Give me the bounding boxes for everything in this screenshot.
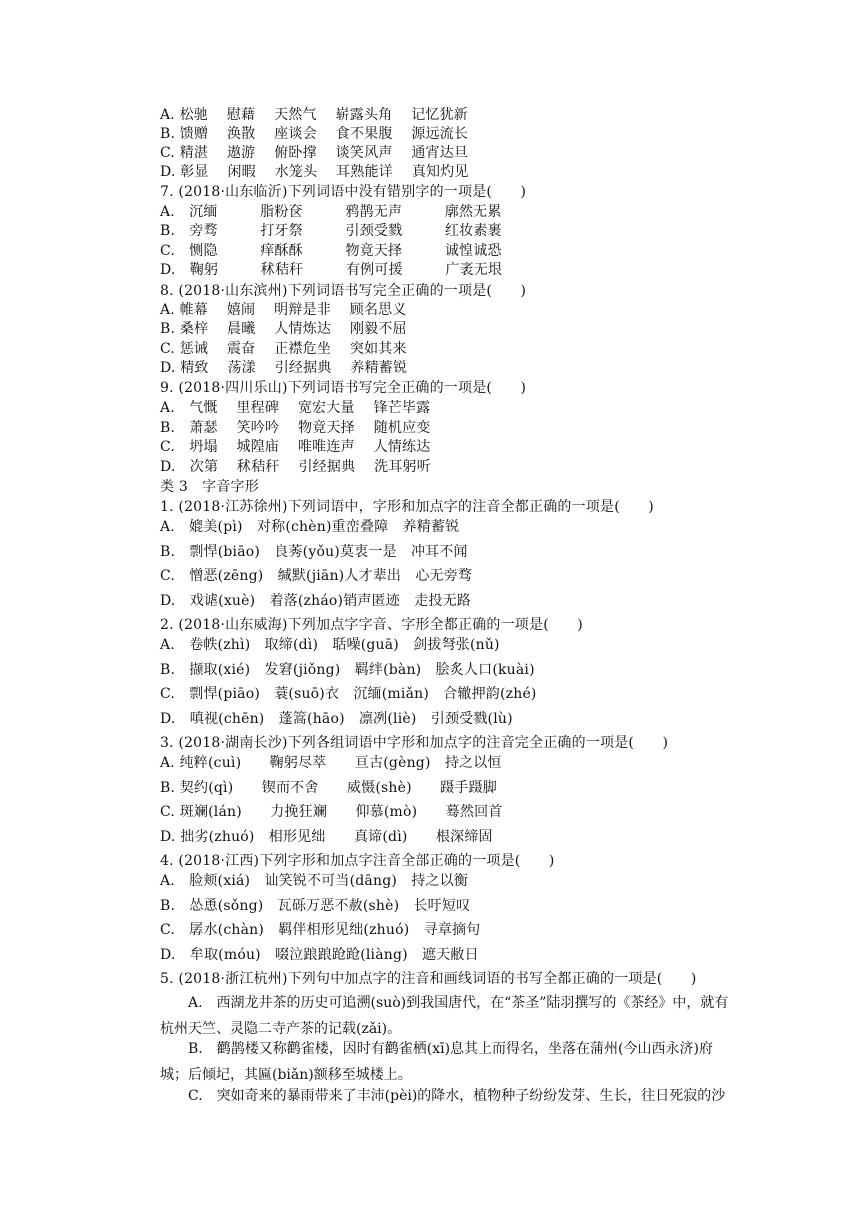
option-line: B. 撷取(xié) 发窘(jiǒng) 羁绊(bàn) 脍炙人口(kuài) — [160, 662, 535, 678]
option-line: A. 脸颊(xiá) 讪笑锐不可当(dāng) 持之以衡 — [160, 873, 469, 889]
option-line: B. 馈赠 涣散 座谈会 食不果腹 源远流长 — [160, 126, 469, 142]
option-line: A. 沉缅 脂粉奁 鸦鹊无声 廓然无累 — [160, 204, 502, 220]
option-line: C. 憎恶(zēng) 缄默(jiān)人才辈出 心无旁骛 — [160, 568, 473, 584]
option-line: D. 鞠躬 秫秸秆 有例可援 广袤无垠 — [160, 262, 503, 278]
question-line: 3. (2018·湖南长沙)下列各组词语中字形和加点字的注音完全正确的一项是( ) — [160, 735, 669, 751]
option-line: B. 桑梓 晨曦 人情炼达 刚毅不屈 — [160, 321, 407, 337]
question-line: 4. (2018·江西)下列字形和加点字注音全部正确的一项是( ) — [160, 853, 555, 869]
question-line: 2. (2018·山东威海)下列加点字字音、字形全都正确的一项是( ) — [160, 617, 583, 633]
option-line: B. 剽悍(biāo) 良莠(yǒu)莫衷一是 冲耳不闻 — [160, 544, 468, 560]
option-line: A. 媲美(pì) 对称(chèn)重峦叠障 养精蓄锐 — [160, 519, 460, 535]
option-line: C. 斑斓(lán) 力挽狂斓 仰慕(mò) 蓦然回首 — [160, 804, 503, 820]
question-line: 7. (2018·山东临沂)下列词语中没有错别字的一项是( ) — [160, 184, 527, 200]
option-line: D. 牟取(móu) 啜泣踉踉跄跄(liàng) 遮天敝日 — [160, 947, 479, 963]
option-line: D. 精致 荡漾 引经据典 养精蓄锐 — [160, 360, 408, 376]
option-line: C. 孱水(chàn) 羁伴相形见绌(zhuó) 寻章摘句 — [160, 922, 481, 938]
option-paragraph: A. 西湖龙井茶的历史可追溯(suò)到我国唐代，在“茶圣”陆羽撰写的《茶经》中，就有杭州天竺、灵隐二寺产茶的记载(zǎi)。 — [160, 995, 729, 1037]
option-line: A. 帷幕 嬉闹 明辩是非 顾名思义 — [160, 302, 407, 318]
question-line: 5. (2018·浙江杭州)下列句中加点字的注音和画线词语的书写全都正确的一项是( ) — [160, 971, 697, 987]
option-line: D. 拙劣(zhuó) 相形见绌 真谛(dì) 根深缔固 — [160, 829, 493, 845]
option-line: D. 嗔视(chēn) 蓬篙(hāo) 凛冽(liè) 引颈受戮(lù) — [160, 711, 513, 727]
option-line: C. 坍塌 城隍庙 唯唯连声 人情练达 — [160, 439, 431, 455]
option-line: D. 彰显 闲暇 水笼头 耳熟能详 真知灼见 — [160, 164, 469, 180]
option-line: A. 卷帙(zhì) 取缔(dì) 聒噪(guā) 剑拔弩张(nǔ) — [160, 637, 500, 653]
option-line: A. 松驰 慰藉 天然气 崭露头角 记忆犹新 — [160, 107, 469, 123]
option-line: D. 戏谑(xuè) 着落(zháo)销声匿迹 走投无路 — [160, 593, 471, 609]
option-line: B. 萧瑟 笑吟吟 物竟天择 随机应变 — [160, 420, 431, 436]
question-line: 8. (2018·山东滨州)下列词语书写完全正确的一项是( ) — [160, 283, 527, 299]
option-paragraph: C. 突如奇来的暴雨带来了丰沛(pèi)的降水，植物种子纷纷发芽、生长，往日死寂的沙 — [188, 1088, 726, 1104]
option-line: C. 精湛 遨游 俯卧撑 谈笑风声 通宵达旦 — [160, 145, 469, 161]
question-line: 1. (2018·江苏徐州)下列词语中，字形和加点字的注音全都正确的一项是( ) — [160, 499, 654, 515]
option-line: B. 旁骛 打牙祭 引颈受戮 红妆素裹 — [160, 223, 502, 239]
question-line: 9. (2018·四川乐山)下列词语书写完全正确的一项是( ) — [160, 380, 527, 396]
option-line: A. 气慨 里程碑 宽宏大量 锋芒毕露 — [160, 400, 431, 416]
option-line: C. 剽悍(piāo) 蓑(suō)衣 沉缅(miǎn) 合辙押韵(zhé) — [160, 686, 537, 702]
option-line: C. 惩诫 震奋 正襟危坐 突如其来 — [160, 341, 407, 357]
option-line: B. 怂恿(sǒng) 瓦砾万恶不赦(shè) 长吁短叹 — [160, 898, 471, 914]
section-heading: 类 3 字音字形 — [160, 479, 259, 495]
option-line: D. 次第 秫秸秆 引经据典 洗耳躬听 — [160, 459, 431, 475]
option-line: A. 纯粹(cuì) 鞠躬尽萃 亘古(gèng) 持之以恒 — [160, 755, 502, 771]
option-line: C. 恻隐 痒酥酥 物竟天择 诚惶诚恐 — [160, 243, 502, 259]
option-line: B. 契约(qì) 锲而不舍 威慑(shè) 蹑手蹑脚 — [160, 780, 497, 796]
option-paragraph: B. 鹳鹊楼又称鹳雀楼，因时有鹳雀栖(xī)息其上而得名，坐落在蒲州(今山西永济)府城；后倾圮，其匾(biǎn)额移至城楼上。 — [160, 1041, 713, 1083]
